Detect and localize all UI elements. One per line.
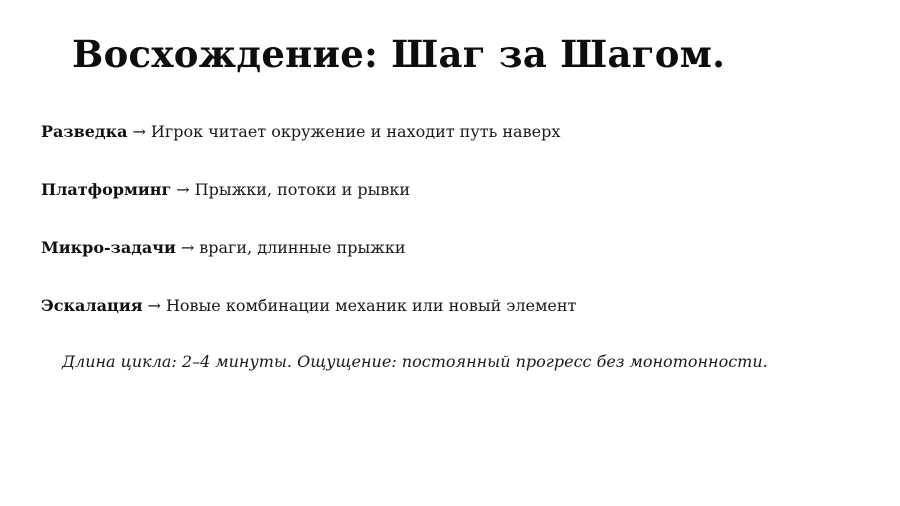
arrow-icon: → xyxy=(176,180,190,199)
arrow-icon: → xyxy=(180,238,195,257)
slide-title: Восхождение: Шаг за Шагом. xyxy=(72,32,726,76)
step-name: Микро-задачи xyxy=(41,238,176,257)
step-name: Платформинг xyxy=(41,180,172,199)
step-description: Прыжки, потоки и рывки xyxy=(194,180,411,199)
arrow-icon: → xyxy=(147,296,161,315)
step-item-platforming xyxy=(41,176,576,234)
arrow-icon: → xyxy=(132,122,146,141)
step-item-micro-tasks xyxy=(41,234,576,292)
steps-list xyxy=(41,118,576,350)
step-name: Разведка xyxy=(41,122,128,141)
cycle-note: Длина цикла: 2–4 минуты. Ощущение: постоянный прогресс без монотонности. xyxy=(62,352,768,371)
step-description: Игрок читает окружение и находит путь наверх xyxy=(150,122,561,141)
step-description: враги, длинные прыжки xyxy=(199,238,406,257)
step-item-escalation xyxy=(41,292,576,350)
step-name: Эскалация xyxy=(41,296,143,315)
step-description: Новые комбинации механик или новый элемент xyxy=(165,296,577,315)
step-item-exploration xyxy=(41,118,576,176)
